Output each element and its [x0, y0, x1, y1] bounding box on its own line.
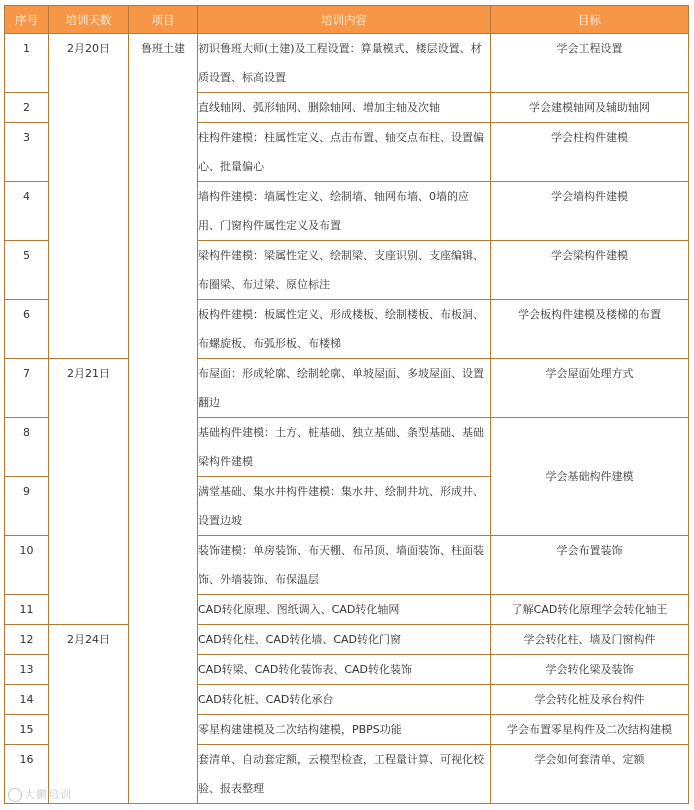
training-goal: 学会布置零星构件及二次结构建模: [491, 715, 689, 745]
training-content: 梁构件建模：梁属性定义、绘制梁、支座识别、支座编辑、布圈梁、布过梁、原位标注: [198, 241, 491, 300]
table-row: [5, 625, 689, 655]
training-goal: 学会墙构件建模: [491, 182, 689, 241]
training-goal: 学会柱构件建模: [491, 123, 689, 182]
row-number: 15: [5, 715, 49, 745]
training-goal: 学会转化桩及承台构件: [491, 685, 689, 715]
training-content: CAD转梁、CAD转化装饰表、CAD转化装饰: [198, 655, 491, 685]
header-content: 培训内容: [198, 6, 491, 34]
training-content: 柱构件建模：柱属性定义、点击布置、轴交点布柱、设置偏心、批量偏心: [198, 123, 491, 182]
watermark-logo-icon: [8, 788, 22, 802]
row-number: 6: [5, 300, 49, 359]
training-content: CAD转化桩、CAD转化承台: [198, 685, 491, 715]
header-days: 培训天数: [49, 6, 129, 34]
training-content: 初识鲁班大师(土建)及工程设置：算量模式、楼层设置、材质设置、标高设置: [198, 34, 491, 93]
header-no: 序号: [5, 6, 49, 34]
training-schedule-table: [4, 5, 689, 804]
training-day: 2月21日: [49, 359, 129, 625]
table-header-row: [5, 6, 689, 34]
training-goal: 学会如何套清单、定额: [491, 745, 689, 804]
training-content: 套清单、自动套定额，云模型检查，工程量计算、可视化校验、报表整理: [198, 745, 491, 804]
training-goal: 学会建模轴网及辅助轴网: [491, 93, 689, 123]
row-number: 5: [5, 241, 49, 300]
row-number: 3: [5, 123, 49, 182]
training-content: 直线轴网、弧形轴网、删除轴网、增加主轴及次轴: [198, 93, 491, 123]
training-day: 2月20日: [49, 34, 129, 359]
row-number: 7: [5, 359, 49, 418]
training-goal: 学会梁构件建模: [491, 241, 689, 300]
table-row: [5, 359, 689, 418]
training-goal: 学会布置装饰: [491, 536, 689, 595]
row-number: 1: [5, 34, 49, 93]
row-number: 4: [5, 182, 49, 241]
training-goal: 学会基础构件建模: [491, 418, 689, 536]
training-goal: 学会转化柱、墙及门窗构件: [491, 625, 689, 655]
training-goal: 学会工程设置: [491, 34, 689, 93]
header-project: 项目: [129, 6, 198, 34]
table-row: [5, 34, 689, 93]
row-number: 14: [5, 685, 49, 715]
watermark: [8, 786, 72, 802]
training-content: 满堂基础、集水井构件建模：集水井、绘制井坑、形成井、设置边坡: [198, 477, 491, 536]
row-number: 2: [5, 93, 49, 123]
training-goal: 学会板构件建模及楼梯的布置: [491, 300, 689, 359]
header-goal: 目标: [491, 6, 689, 34]
training-day: 2月24日: [49, 625, 129, 804]
row-number: 10: [5, 536, 49, 595]
row-number: 8: [5, 418, 49, 477]
training-content: 装饰建模：单房装饰、布天棚、布吊顶、墙面装饰、柱面装饰、外墙装饰、布保温层: [198, 536, 491, 595]
row-number: 12: [5, 625, 49, 655]
row-number: 16: [5, 745, 49, 804]
training-content: CAD转化原理、图纸调入、CAD转化轴网: [198, 595, 491, 625]
watermark-text: 大鹏培训: [24, 788, 72, 801]
training-content: CAD转化柱、CAD转化墙、CAD转化门窗: [198, 625, 491, 655]
training-content: 零星构建建模及二次结构建模，PBPS功能: [198, 715, 491, 745]
training-goal: 学会转化梁及装饰: [491, 655, 689, 685]
training-content: 基础构件建模：土方、桩基础、独立基础、条型基础、基础梁构件建模: [198, 418, 491, 477]
training-content: 布屋面：形成轮廓、绘制轮廓、单坡屋面、多坡屋面、设置翻边: [198, 359, 491, 418]
row-number: 13: [5, 655, 49, 685]
training-content: 墙构件建模：墙属性定义、绘制墙、轴网布墙、0墙的应用、门窗构件属性定义及布置: [198, 182, 491, 241]
row-number: 11: [5, 595, 49, 625]
training-goal: 了解CAD转化原理学会转化轴王: [491, 595, 689, 625]
project-name: 鲁班土建: [129, 34, 198, 804]
row-number: 9: [5, 477, 49, 536]
training-goal: 学会屋面处理方式: [491, 359, 689, 418]
training-content: 板构件建模：板属性定义、形成楼板、绘制楼板、布板洞、布螺旋板、布弧形板、布楼梯: [198, 300, 491, 359]
